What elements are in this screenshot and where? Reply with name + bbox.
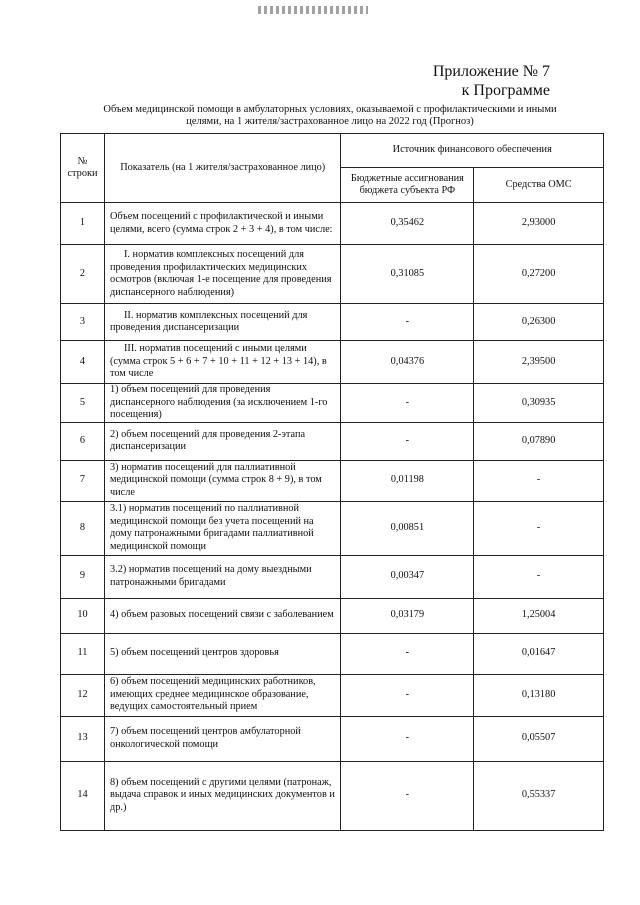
table-row (61, 633, 604, 674)
row-number: 7 (61, 460, 105, 501)
budget-value: - (341, 422, 474, 460)
row-number: 9 (61, 555, 105, 598)
indicator-text: 1) объем посещений для проведения диспансерного наблюдения (за исключением 1-го посещения) (104, 384, 341, 423)
oms-value: 0,01647 (474, 633, 604, 674)
budget-value: 0,01198 (341, 460, 474, 501)
table-row (61, 716, 604, 761)
indicator-text: I. норматив комплексных посещений для проведения профилактических медицинских осмотров (включая 1-е посещение для проведения диспансерного наблюдения) (104, 245, 341, 304)
table-row (61, 245, 604, 304)
budget-value: - (341, 716, 474, 761)
title-line-1: Объем медицинской помощи в амбулаторных условиях, оказываемой с профилактическими и иными (103, 104, 557, 115)
oms-value: 0,13180 (474, 674, 604, 716)
table-body (61, 203, 604, 831)
oms-value: 0,05507 (474, 716, 604, 761)
oms-value: 0,07890 (474, 422, 604, 460)
oms-value: - (474, 460, 604, 501)
row-number: 14 (61, 761, 105, 830)
table-row (61, 304, 604, 341)
oms-value: 2,39500 (474, 341, 604, 384)
row-number: 4 (61, 341, 105, 384)
indicator-text: 4) объем разовых посещений связи с заболеванием (104, 598, 341, 633)
table-row (61, 598, 604, 633)
header-indicator: Показатель (на 1 жителя/застрахованное лицо) (104, 134, 341, 203)
row-number: 2 (61, 245, 105, 304)
budget-value: - (341, 384, 474, 423)
indicator-text: 8) объем посещений с другими целями (патронаж, выдача справок и иных медицинских документов и др.) (104, 761, 341, 830)
budget-value: - (341, 761, 474, 830)
table-row (61, 555, 604, 598)
indicator-text: 3.2) норматив посещений на дому выездными патронажными бригадами (104, 555, 341, 598)
indicator-text: 6) объем посещений медицинских работников, имеющих среднее медицинское образование, ведущих самостоятельный прием (104, 674, 341, 716)
header-funding-source: Источник финансового обеспечения (341, 134, 604, 168)
table-row (61, 761, 604, 830)
oms-value: 0,30935 (474, 384, 604, 423)
header-oms: Средства ОМС (474, 168, 604, 203)
row-number: 12 (61, 674, 105, 716)
budget-value: 0,03179 (341, 598, 474, 633)
row-number: 13 (61, 716, 105, 761)
oms-value: - (474, 501, 604, 555)
indicator-text: 7) объем посещений центров амбулаторной онкологической помощи (104, 716, 341, 761)
table-row (61, 460, 604, 501)
oms-value: 0,27200 (474, 245, 604, 304)
row-number: 1 (61, 203, 105, 245)
row-number: 8 (61, 501, 105, 555)
table-row (61, 674, 604, 716)
row-number: 3 (61, 304, 105, 341)
indicator-text: 3) норматив посещений для паллиативной медицинской помощи (сумма строк 8 + 9), в том числе (104, 460, 341, 501)
header-row-number: № строки (61, 134, 105, 203)
budget-value: - (341, 633, 474, 674)
volume-table (60, 133, 604, 831)
budget-value: 0,00851 (341, 501, 474, 555)
oms-value: 1,25004 (474, 598, 604, 633)
appendix-label (433, 62, 550, 100)
oms-value: 0,55337 (474, 761, 604, 830)
row-number: 6 (61, 422, 105, 460)
indicator-text: 2) объем посещений для проведения 2-этапа диспансеризации (104, 422, 341, 460)
scan-artifact (258, 6, 368, 14)
appendix-program: к Программе (461, 82, 550, 99)
indicator-text: 5) объем посещений центров здоровья (104, 633, 341, 674)
row-number: 10 (61, 598, 105, 633)
indicator-text: II. норматив комплексных посещений для проведения диспансеризации (104, 304, 341, 341)
oms-value: - (474, 555, 604, 598)
budget-value: - (341, 674, 474, 716)
budget-value: 0,04376 (341, 341, 474, 384)
budget-value: 0,31085 (341, 245, 474, 304)
header-budget: Бюджетные ассигнования бюджета субъекта РФ (341, 168, 474, 203)
table-row (61, 501, 604, 555)
table-row (61, 384, 604, 423)
budget-value: 0,00347 (341, 555, 474, 598)
budget-value: - (341, 304, 474, 341)
indicator-text: 3.1) норматив посещений по паллиативной медицинской помощи без учета посещений на дому патронажными бригадами паллиативной медицинской помощи (104, 501, 341, 555)
oms-value: 2,93000 (474, 203, 604, 245)
budget-value: 0,35462 (341, 203, 474, 245)
table-row (61, 341, 604, 384)
row-number: 11 (61, 633, 105, 674)
indicator-text: Объем посещений с профилактической и иными целями, всего (сумма строк 2 + 3 + 4), в том числе: (104, 203, 341, 245)
document-title (40, 104, 620, 128)
row-number: 5 (61, 384, 105, 423)
oms-value: 0,26300 (474, 304, 604, 341)
indicator-text: III. норматив посещений с иными целями (сумма строк 5 + 6 + 7 + 10 + 11 + 12 + 13 + 14), в том числе (104, 341, 341, 384)
appendix-number: Приложение № 7 (432, 63, 550, 80)
table-row (61, 422, 604, 460)
table-row (61, 203, 604, 245)
title-line-2: целями, на 1 жителя/застрахованное лицо на 2022 год (Прогноз) (186, 116, 474, 127)
